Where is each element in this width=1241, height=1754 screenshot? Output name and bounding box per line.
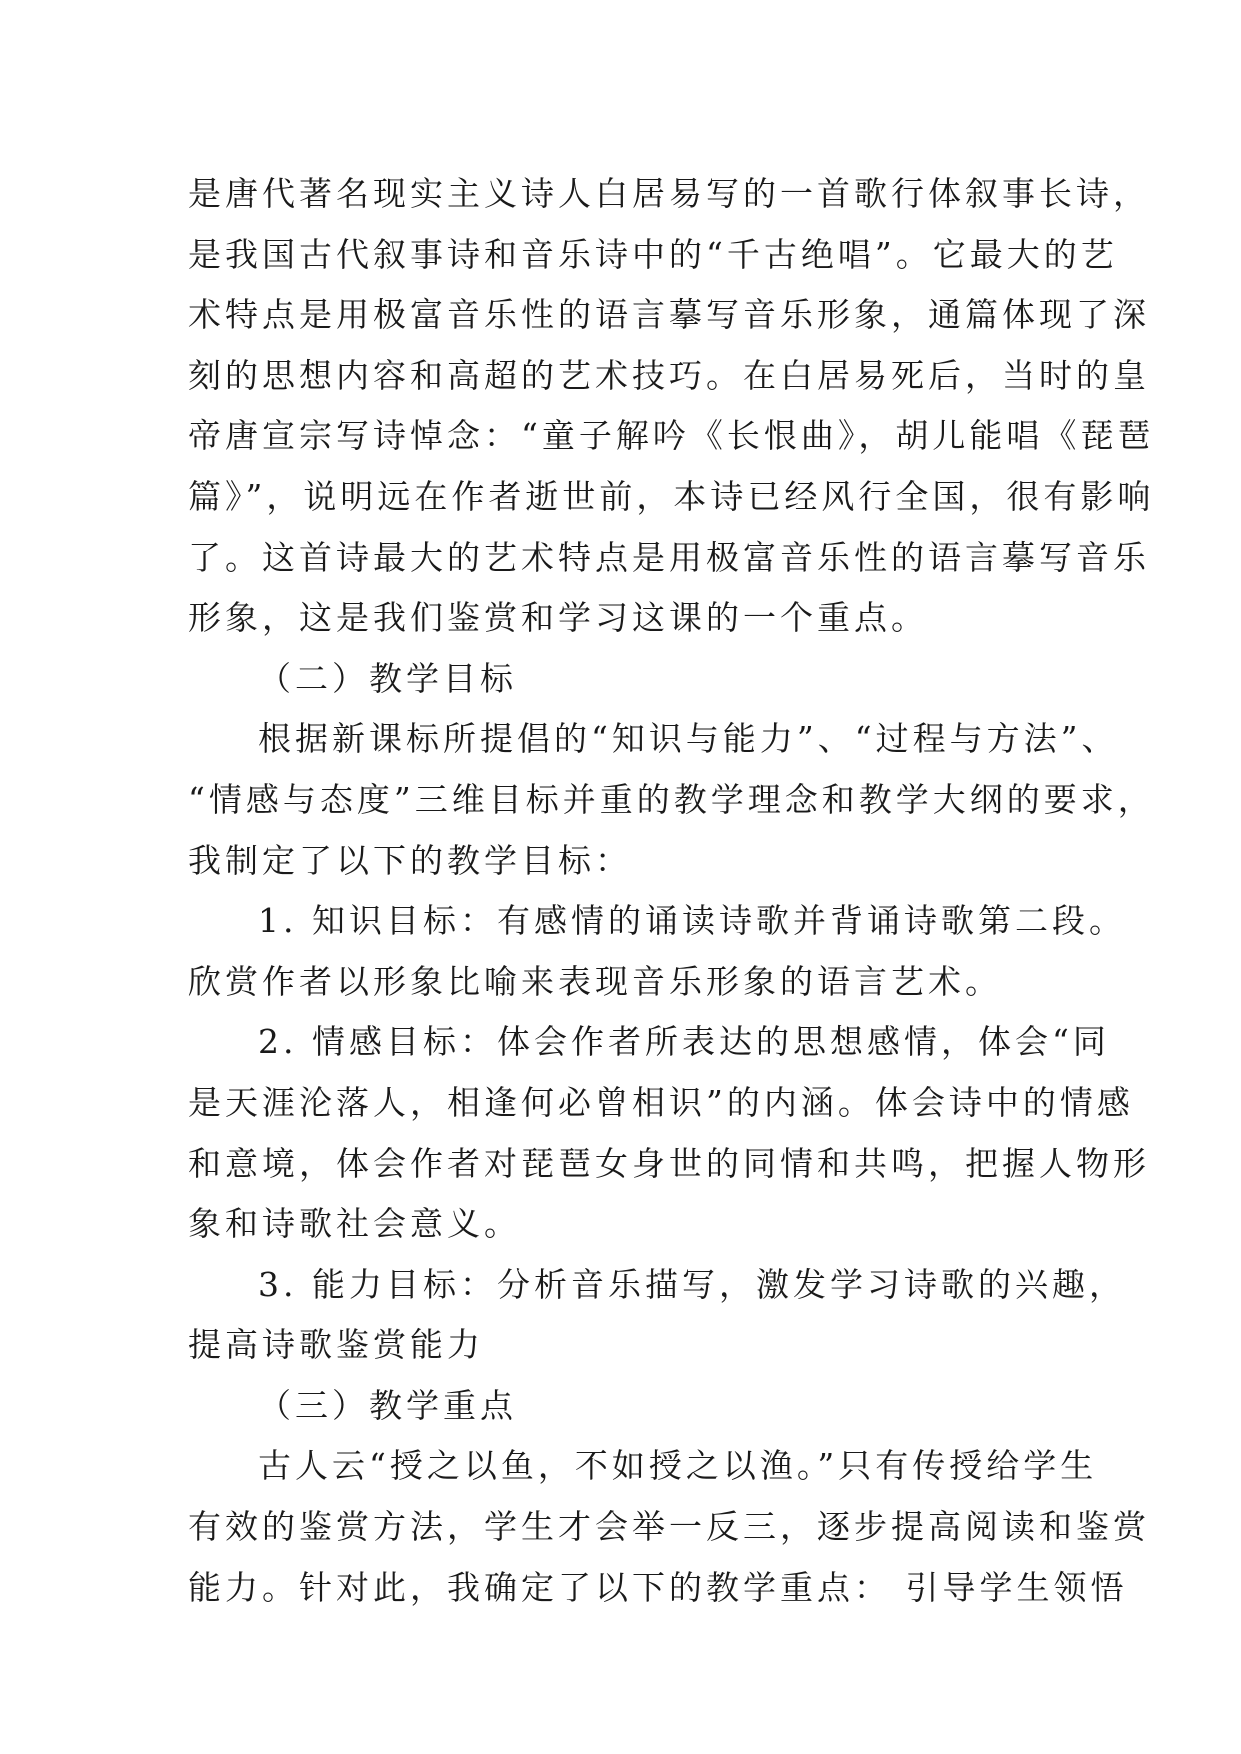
paragraph-line: 根据新课标所提倡的“知识与能力”、“过程与方法”、 xyxy=(258,719,1119,759)
section-heading: （三）教学重点 xyxy=(258,1385,517,1425)
paragraph-line: 有效的鉴赏方法，学生才会举一反三，逐步提高阅读和鉴赏 xyxy=(188,1507,1150,1547)
list-item-line: 1. 知识目标：有感情的诵读诗歌并背诵诗歌第二段。 xyxy=(258,901,1126,941)
paragraph-line: 是唐代著名现实主义诗人白居易写的一首歌行体叙事长诗， xyxy=(188,174,1150,213)
paragraph-line: 象和诗歌社会意义。 xyxy=(188,1204,521,1244)
paragraph-line: “情感与态度”三维目标并重的教学理念和教学大纲的要求， xyxy=(188,779,1155,819)
paragraph-line: 我制定了以下的教学目标： xyxy=(188,840,632,880)
paragraph-line: 能力。针对此，我确定了以下的教学重点： 引导学生领悟 xyxy=(188,1567,1128,1607)
list-item-line: 2. 情感目标：体会作者所表达的思想感情，体会“同 xyxy=(258,1022,1110,1062)
paragraph-line: 术特点是用极富音乐性的语言摹写音乐形象，通篇体现了深 xyxy=(188,295,1150,335)
paragraph-line: 提高诗歌鉴赏能力 xyxy=(188,1325,484,1365)
paragraph-line: 古人云“授之以鱼，不如授之以渔。”只有传授给学生 xyxy=(258,1446,1098,1486)
document-body xyxy=(188,164,1155,1618)
paragraph-line: 欣赏作者以形象比喻来表现音乐形象的语言艺术。 xyxy=(188,961,1002,1001)
paragraph-line: 是天涯沦落人，相逢何必曾相识”的内涵。体会诗中的情感 xyxy=(188,1082,1134,1122)
paragraph-line: 了。这首诗最大的艺术特点是用极富音乐性的语言摹写音乐 xyxy=(188,537,1150,577)
paragraph-line: 帝唐宣宗写诗悼念：“童子解吟《长恨曲》，胡儿能唱《琵琶 xyxy=(188,416,1155,456)
paragraph-line: 形象，这是我们鉴赏和学习这课的一个重点。 xyxy=(188,598,928,638)
paragraph-line: 篇》”，说明远在作者逝世前，本诗已经风行全国，很有影响 xyxy=(188,476,1155,516)
paragraph-line: 是我国古代叙事诗和音乐诗中的“千古绝唱”。它最大的艺 xyxy=(188,234,1118,274)
paragraph-line: 刻的思想内容和高超的艺术技巧。在白居易死后，当时的皇 xyxy=(188,355,1150,395)
list-item-line: 3. 能力目标：分析音乐描写，激发学习诗歌的兴趣， xyxy=(258,1264,1126,1304)
paragraph-line: 和意境，体会作者对琵琶女身世的同情和共鸣，把握人物形 xyxy=(188,1143,1150,1183)
section-heading: （二）教学目标 xyxy=(258,658,517,698)
